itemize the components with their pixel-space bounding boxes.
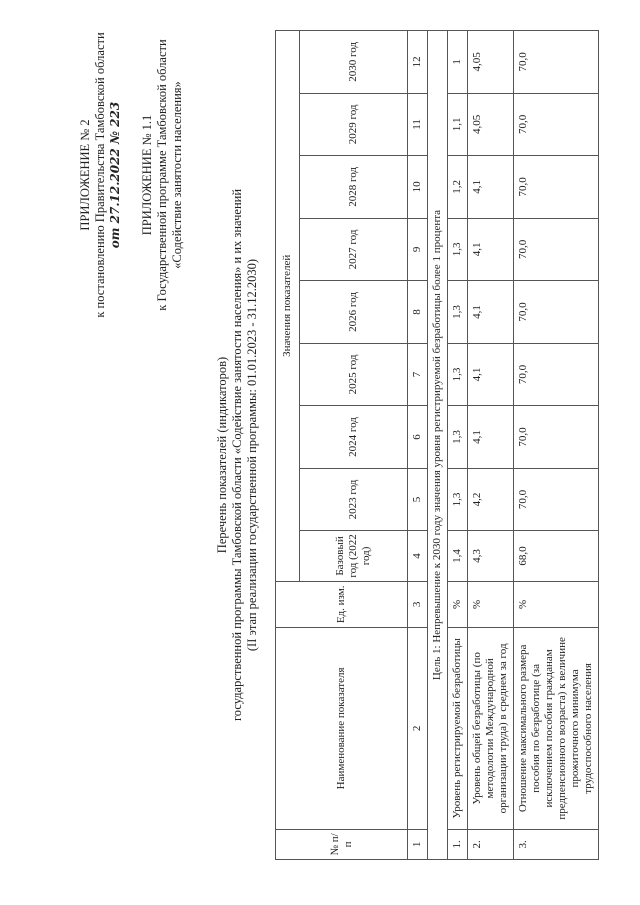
indicator-unit: % bbox=[468, 581, 514, 627]
header-year: 2029 год bbox=[300, 93, 408, 156]
table-header-row bbox=[276, 31, 300, 860]
indicator-value: 4,1 bbox=[468, 406, 514, 469]
appendix-1-1-program-line: к Государственной программе Тамбовской области bbox=[155, 39, 169, 311]
handwritten-date-number: от 27.12.2022 № 223 bbox=[108, 101, 122, 249]
appendix-1-1-title: ПРИЛОЖЕНИЕ № 1.1 bbox=[140, 114, 154, 236]
column-number: 8 bbox=[408, 281, 428, 344]
indicator-value: 70,0 bbox=[514, 281, 599, 344]
indicator-unit: % bbox=[514, 581, 599, 627]
indicator-name: Уровень регистрируемой безработицы bbox=[448, 628, 468, 830]
column-number: 4 bbox=[408, 531, 428, 581]
appendix-2-title: ПРИЛОЖЕНИЕ № 2 bbox=[78, 119, 92, 231]
indicator-name: Отношение максимального размера пособия по безработице (за исключением пособия гражданам предпенсионного возраста) к величине прожиточного минимума трудоспособного населения bbox=[514, 628, 599, 830]
indicator-value: 4,3 bbox=[468, 531, 514, 581]
appendix-2-decree-line: к постановлению Правительства Тамбовской области bbox=[93, 32, 107, 318]
header-year: 2025 год bbox=[300, 343, 408, 406]
header-year: 2028 год bbox=[300, 156, 408, 219]
indicator-value: 4,2 bbox=[468, 468, 514, 531]
indicator-value: 1,3 bbox=[448, 406, 468, 469]
indicator-value: 4,1 bbox=[468, 343, 514, 406]
column-number: 3 bbox=[408, 581, 428, 627]
table-row bbox=[448, 31, 468, 860]
header-year: 2026 год bbox=[300, 281, 408, 344]
header-number: № п/п bbox=[276, 829, 408, 859]
appendix-2-header bbox=[78, 10, 123, 340]
indicator-value: 1,4 bbox=[448, 531, 468, 581]
indicator-value: 4,1 bbox=[468, 281, 514, 344]
header-indicator-name: Наименование показателя bbox=[276, 628, 408, 830]
goal-text: Цель 1: Непревышение к 2030 году значения уровня регистрируемой безработицы более 1 процента bbox=[428, 31, 448, 860]
header-unit: Ед. изм. bbox=[276, 581, 408, 627]
table-row bbox=[514, 31, 599, 860]
column-number: 1 bbox=[408, 829, 428, 859]
column-number: 9 bbox=[408, 218, 428, 281]
indicator-value: 70,0 bbox=[514, 343, 599, 406]
indicator-value: 70,0 bbox=[514, 93, 599, 156]
header-year: 2027 год bbox=[300, 218, 408, 281]
goal-row bbox=[428, 31, 448, 860]
indicator-value: 1,3 bbox=[448, 468, 468, 531]
indicator-value: 1 bbox=[448, 31, 468, 94]
indicator-value: 4,1 bbox=[468, 156, 514, 219]
document-subtitle: государственной программы Тамбовской области «Содействие занятости населения» и их значений bbox=[230, 188, 244, 722]
document-title: Перечень показателей (индикаторов) bbox=[215, 356, 229, 554]
indicator-value: 1,3 bbox=[448, 343, 468, 406]
column-number: 10 bbox=[408, 156, 428, 219]
column-number: 12 bbox=[408, 31, 428, 94]
column-number: 11 bbox=[408, 93, 428, 156]
row-number: 2. bbox=[468, 829, 514, 859]
indicator-value: 70,0 bbox=[514, 156, 599, 219]
column-number: 2 bbox=[408, 628, 428, 830]
appendix-1-1-program-name: «Содействие занятости населения» bbox=[170, 81, 184, 269]
indicator-value: 68,0 bbox=[514, 531, 599, 581]
indicator-value: 1,3 bbox=[448, 281, 468, 344]
table-row bbox=[468, 31, 514, 860]
indicator-value: 4,05 bbox=[468, 93, 514, 156]
indicator-value: 4,05 bbox=[468, 31, 514, 94]
indicator-value: 70,0 bbox=[514, 406, 599, 469]
header-values: Значения показателей bbox=[276, 31, 300, 582]
indicator-value: 1,3 bbox=[448, 218, 468, 281]
indicator-value: 4,1 bbox=[468, 218, 514, 281]
indicator-value: 70,0 bbox=[514, 468, 599, 531]
indicator-unit: % bbox=[448, 581, 468, 627]
indicators-table bbox=[275, 30, 599, 860]
appendix-1-1-header bbox=[140, 10, 185, 340]
header-year: 2030 год bbox=[300, 31, 408, 94]
column-number: 7 bbox=[408, 343, 428, 406]
indicator-value: 1,2 bbox=[448, 156, 468, 219]
header-base-year: Базовый год (2022 год) bbox=[300, 531, 408, 581]
column-number: 6 bbox=[408, 406, 428, 469]
document-title-block bbox=[215, 155, 260, 755]
indicator-value: 70,0 bbox=[514, 31, 599, 94]
column-number-row bbox=[408, 31, 428, 860]
header-year: 2024 год bbox=[300, 406, 408, 469]
document-stage-note: (II этап реализации государственной программы: 01.01.2023 - 31.12.2030) bbox=[245, 258, 259, 652]
row-number: 1. bbox=[448, 829, 468, 859]
indicator-value: 70,0 bbox=[514, 218, 599, 281]
indicator-value: 1,1 bbox=[448, 93, 468, 156]
indicator-name: Уровень общей безработицы (по методологии Международной организации труда) в среднем за год bbox=[468, 628, 514, 830]
column-number: 5 bbox=[408, 468, 428, 531]
header-year: 2023 год bbox=[300, 468, 408, 531]
row-number: 3. bbox=[514, 829, 599, 859]
